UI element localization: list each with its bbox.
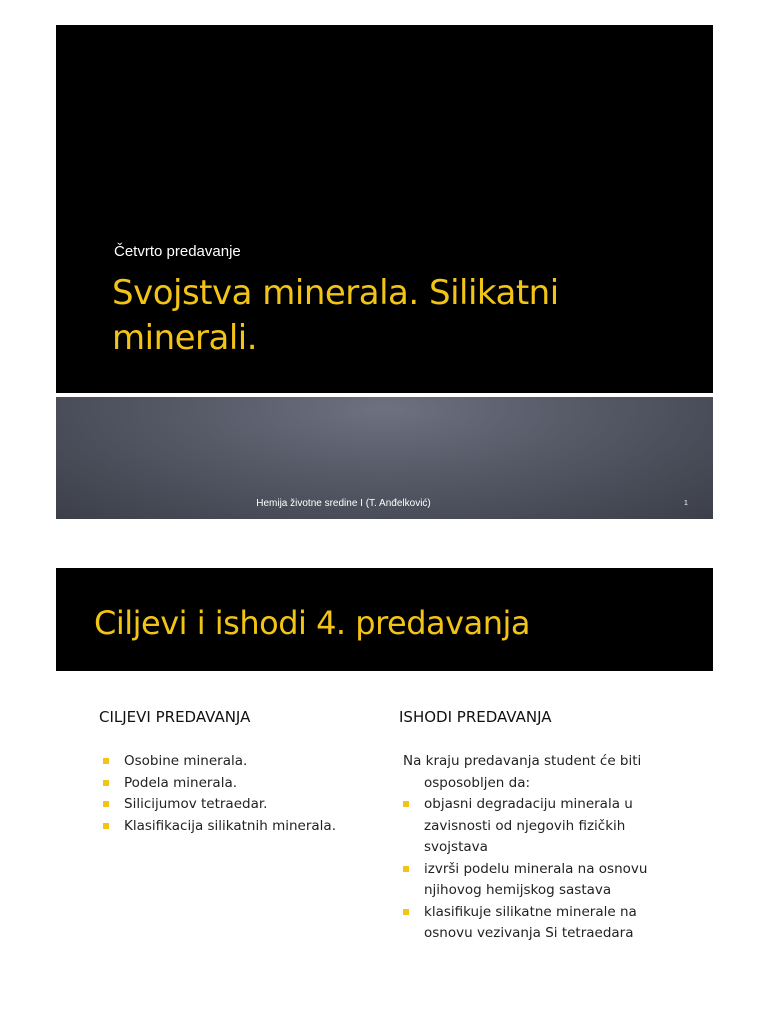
bullet-square-icon <box>103 823 109 829</box>
list-item-text: izvrši podelu minerala na osnovu njihovog hemijskog sastava <box>424 860 648 898</box>
bullet-square-icon <box>103 758 109 764</box>
outcomes-list <box>403 772 683 945</box>
bullet-square-icon <box>103 780 109 786</box>
list-item-text: Osobine minerala. <box>124 753 248 769</box>
list-item <box>103 751 393 773</box>
objectives-slide <box>56 568 713 1024</box>
slide-title: Svojstva minerala. Silikatni minerali. <box>112 273 559 358</box>
slide-footer: Hemija životne sredine I (T. Anđelković) <box>256 498 431 509</box>
list-item <box>403 859 683 902</box>
list-item <box>103 816 393 838</box>
list-item <box>403 794 683 859</box>
list-item-text: klasifikuje silikatne minerale na osnovu vezivanja Si tetraedara <box>424 903 637 941</box>
objectives-column-heading: CILJEVI PREDAVANJA <box>99 708 251 726</box>
list-item <box>403 902 683 945</box>
list-item <box>103 794 393 816</box>
bullet-square-icon <box>403 801 409 807</box>
list-item-text: objasni degradaciju minerala u zavisnosti od njegovih fizičkih svojstava <box>424 796 633 855</box>
outcomes-intro: Na kraju predavanja student će biti osposobljen da: <box>403 753 642 791</box>
outcomes-column-heading: ISHODI PREDAVANJA <box>399 708 552 726</box>
list-item-text: Klasifikacija silikatnih minerala. <box>124 817 336 834</box>
list-item <box>103 773 393 795</box>
slide-page-number: 1 <box>684 500 688 507</box>
list-item-text: Podela minerala. <box>124 774 238 791</box>
objectives-title: Ciljevi i ishodi 4. predavanja <box>94 604 530 642</box>
objectives-header <box>56 568 713 671</box>
title-slide <box>56 25 713 519</box>
slide-subtitle: Četvrto predavanje <box>114 243 241 260</box>
objectives-list <box>103 751 393 837</box>
bullet-square-icon <box>103 801 109 807</box>
bullet-square-icon <box>403 866 409 872</box>
list-item-text: Silicijumov tetraedar. <box>124 796 268 812</box>
bullet-square-icon <box>403 909 409 915</box>
